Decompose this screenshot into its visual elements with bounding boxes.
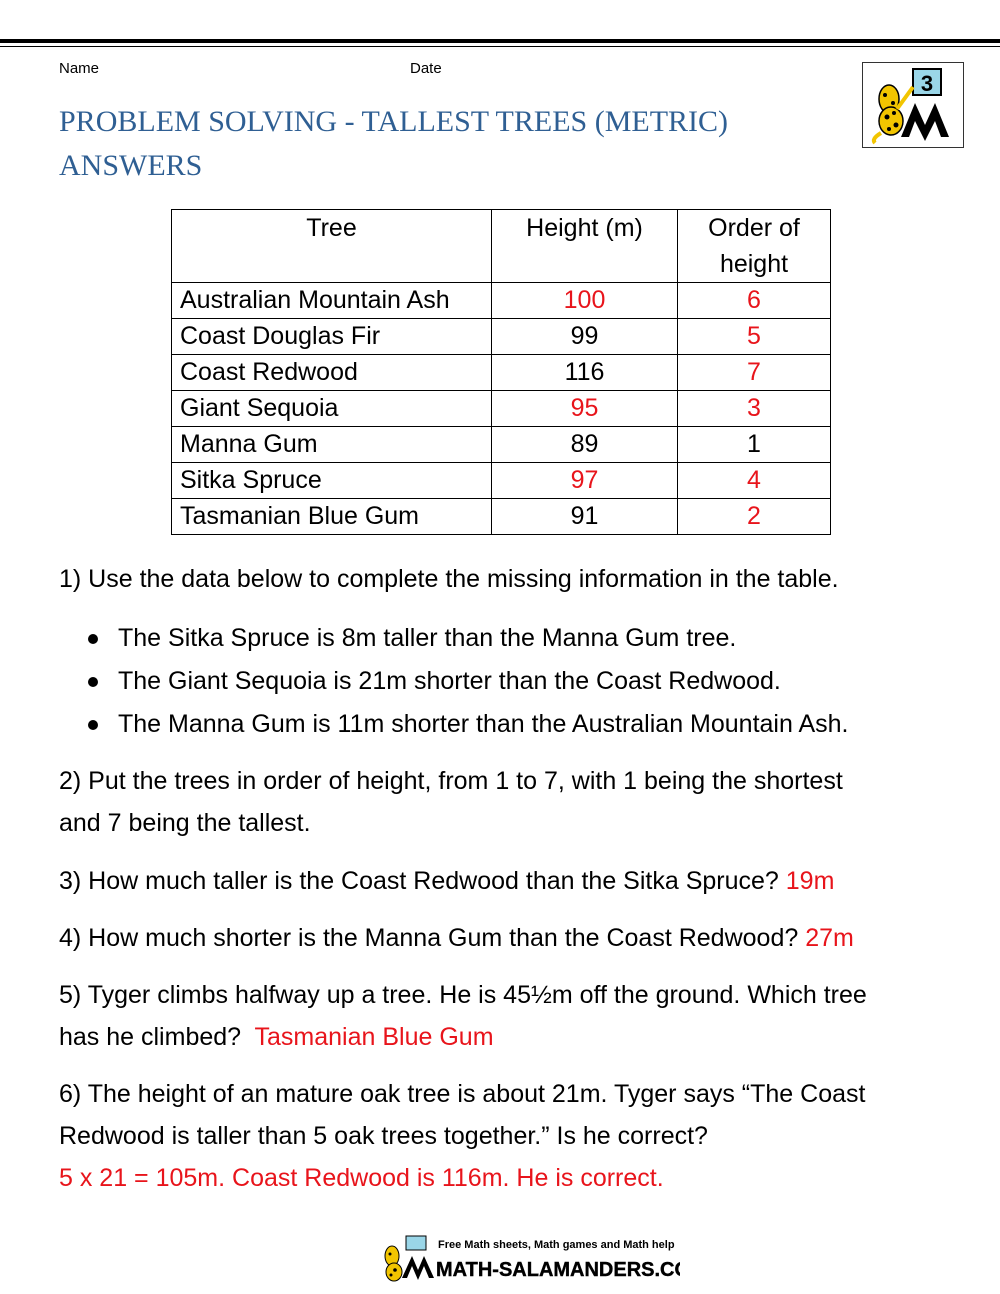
header-order — [678, 210, 831, 283]
question-3-text: 3) How much taller is the Coast Redwood than the Sitka Spruce? — [59, 867, 779, 895]
tree-height-answer: 100 — [492, 283, 678, 319]
tree-order-answer: 4 — [678, 463, 831, 499]
list-item: The Manna Gum is 11m shorter than the Australian Mountain Ash. — [88, 703, 848, 746]
date-label: Date — [410, 60, 442, 77]
tree-height: 89 — [492, 427, 678, 463]
header-rule-thick — [0, 39, 1000, 43]
tree-order-answer: 3 — [678, 391, 831, 427]
question-2-line-2: and 7 being the tallest. — [59, 809, 311, 837]
header-rule-thin — [0, 46, 1000, 47]
tree-height-answer: 95 — [492, 391, 678, 427]
title-line-2: ANSWERS — [59, 149, 203, 182]
tree-name: Coast Douglas Fir — [172, 319, 492, 355]
trees-table — [171, 209, 831, 535]
question-5-line-2 — [59, 1016, 959, 1058]
question-5-answer: Tasmanian Blue Gum — [254, 1023, 494, 1051]
header-height: Height (m) — [492, 210, 678, 283]
header-tree: Tree — [172, 210, 492, 283]
grade-logo — [862, 62, 964, 148]
question-6-answer: 5 x 21 = 105m. Coast Redwood is 116m. He is correct. — [59, 1164, 664, 1192]
question-4-answer: 27m — [805, 924, 854, 952]
question-5 — [59, 974, 959, 1058]
tree-name: Manna Gum — [172, 427, 492, 463]
question-6-line-1: 6) The height of an mature oak tree is about 21m. Tyger says “The Coast — [59, 1080, 866, 1108]
question-1: 1) Use the data below to complete the missing information in the table. — [59, 565, 839, 593]
tree-order-answer: 6 — [678, 283, 831, 319]
logo-grade-number: 3 — [920, 71, 934, 96]
tree-name: Coast Redwood — [172, 355, 492, 391]
footer-tagline: Free Math sheets, Math games and Math help — [438, 1239, 675, 1251]
tree-order-answer: 2 — [678, 499, 831, 535]
tree-height: 116 — [492, 355, 678, 391]
header-order-line-1: Order of — [708, 214, 800, 242]
question-6 — [59, 1073, 959, 1199]
salamander-logo-icon — [863, 63, 963, 147]
tree-order-answer: 5 — [678, 319, 831, 355]
table-row — [172, 283, 831, 319]
tree-height: 99 — [492, 319, 678, 355]
math-salamanders-logo-icon — [380, 1232, 680, 1284]
question-2-line-1: 2) Put the trees in order of height, from 1 to 7, with 1 being the shortest — [59, 767, 843, 795]
tree-height: 91 — [492, 499, 678, 535]
question-5-text: has he climbed? — [59, 1023, 242, 1051]
question-3-answer: 19m — [785, 867, 835, 895]
list-item: The Giant Sequoia is 21m shorter than the Coast Redwood. — [88, 660, 848, 703]
question-4 — [59, 917, 959, 959]
title-line-1: PROBLEM SOLVING - TALLEST TREES (METRIC) — [59, 105, 729, 138]
footer-site: MATH-SALAMANDERS.COM — [436, 1259, 680, 1281]
table-row — [172, 355, 831, 391]
tree-name: Tasmanian Blue Gum — [172, 499, 492, 535]
tree-order: 1 — [678, 427, 831, 463]
tree-name: Sitka Spruce — [172, 463, 492, 499]
page-title — [59, 100, 799, 188]
table-row — [172, 427, 831, 463]
tree-order-answer: 7 — [678, 355, 831, 391]
question-5-line-1: 5) Tyger climbs halfway up a tree. He is 45½m off the ground. Which tree — [59, 981, 867, 1009]
header-order-line-2: height — [719, 250, 789, 278]
question-3 — [59, 860, 959, 902]
footer-logo — [380, 1232, 680, 1284]
table-row — [172, 391, 831, 427]
tree-name: Australian Mountain Ash — [172, 283, 492, 319]
list-item: The Sitka Spruce is 8m taller than the Manna Gum tree. — [88, 617, 848, 660]
question-6-line-2: Redwood is taller than 5 oak trees together.” Is he correct? — [59, 1122, 708, 1150]
table-header-row — [172, 210, 831, 283]
name-label: Name — [59, 60, 100, 77]
tree-height-answer: 97 — [492, 463, 678, 499]
question-4-text: 4) How much shorter is the Manna Gum than the Coast Redwood? — [59, 924, 799, 952]
table-row — [172, 319, 831, 355]
table-row — [172, 463, 831, 499]
tree-name: Giant Sequoia — [172, 391, 492, 427]
question-2 — [59, 760, 959, 844]
clue-list — [88, 617, 848, 746]
table-row — [172, 499, 831, 535]
